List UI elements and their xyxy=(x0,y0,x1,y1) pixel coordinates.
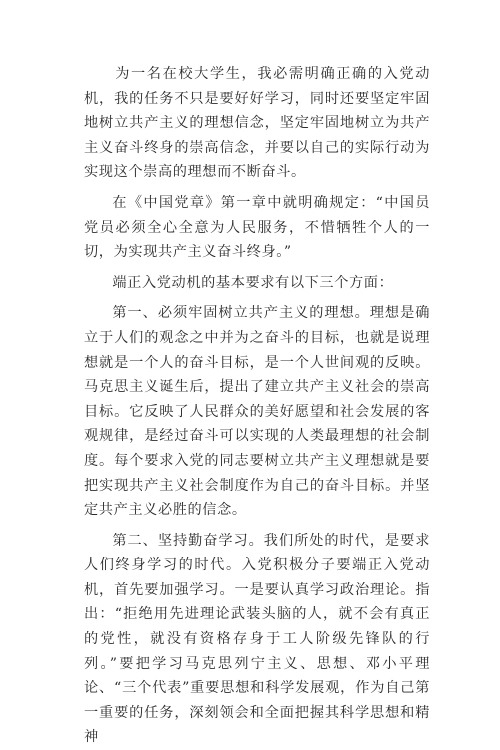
paragraph-5: 第二、坚持勤奋学习。我们所处的时代，是要求人们终身学习的时代。入党积极分子要端正入党动机，首先要加强学习。一是要认真学习政治理论。指出：“拒绝用先进理论武装头脑的人，就不会有真正的党性，就没有资格存身于工人阶级先锋队的行列。”要把学习马克思列宁主义、思想、邓小平理论、“三个代表”重要思想和科学发展观，作为自己第一重要的任务，深刻领会和全面把握其科学思想和精神 xyxy=(84,532,430,746)
paragraph-4: 第一、必须牢固树立共产主义的理想。理想是确立于人们的观念之中并为之奋斗的目标，也就是说理想就是一个人的奋斗目标，是一个人世间观的反映。马克思主义诞生后，提出了建立共产主义社会的崇高目标。它反映了人民群众的美好愿望和社会发展的客观规律，是经过奋斗可以实现的人类最理想的社会制度。每个要求入党的同志要树立共产主义理想就是要把实现共产主义社会制度作为自己的奋斗目标。并坚定共产主义必胜的信念。 xyxy=(84,305,430,519)
paragraph-3: 端正入党动机的基本要求有以下三个方面： xyxy=(112,274,394,291)
paragraph-2: 在《中国党章》第一章中就明确规定：“中国员党员必须全心全意为人民服务，不惜牺牲个人的一切，为实现共产主义奋斗终身。” xyxy=(84,194,430,261)
paragraph-1: 为一名在校大学生，我必需明确正确的入党动机，我的任务不只是要好好学习，同时还要坚定牢固地树立共产主义的理想信念，坚定牢固地树立为共产主义奋斗终身的崇高信念，并要以自己的实际行动为实现这个崇高的理想而不断奋斗。 xyxy=(84,66,430,181)
